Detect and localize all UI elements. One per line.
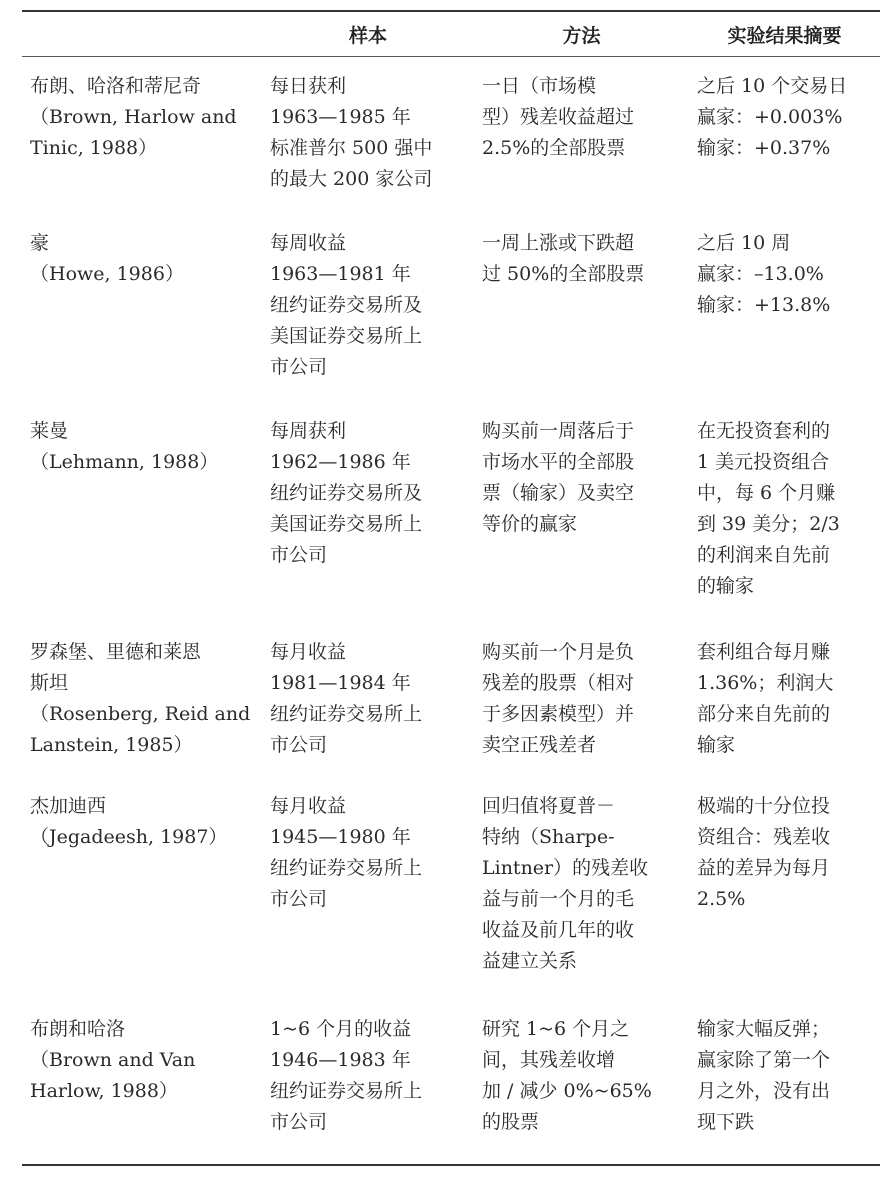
cell-line: 的最大 200 家公司 bbox=[270, 168, 433, 190]
cell-line: 到 39 美分；2/3 bbox=[697, 513, 840, 535]
research-summary-table bbox=[22, 10, 880, 1166]
cell-line: 一周上涨或下跌超 bbox=[482, 232, 635, 254]
cell-line: 2.5% bbox=[697, 888, 746, 910]
cell-line: Tinic, 1988） bbox=[30, 137, 158, 159]
cell-line: 中，每 6 个月赚 bbox=[697, 482, 836, 504]
cell-line: 罗森堡、里德和莱恩 bbox=[30, 641, 202, 663]
cell-line: Lanstein, 1985） bbox=[30, 734, 193, 756]
cell-line: 于多因素模型）并 bbox=[482, 703, 635, 725]
cell-sample bbox=[262, 637, 474, 791]
cell-line: 市公司 bbox=[270, 888, 328, 910]
cell-line: 极端的十分位投 bbox=[697, 795, 831, 817]
table-row bbox=[22, 228, 880, 416]
cell-line: （Lehmann, 1988） bbox=[30, 451, 219, 473]
cell-line: 收益及前几年的收 bbox=[482, 919, 635, 941]
cell-line: 每月收益 bbox=[270, 641, 347, 663]
cell-method bbox=[474, 1014, 689, 1165]
cell-line: 美国证券交易所上 bbox=[270, 513, 423, 535]
cell-line: 输家：+13.8% bbox=[697, 294, 831, 316]
cell-study bbox=[22, 416, 262, 637]
cell-sample bbox=[262, 1014, 474, 1165]
cell-line: 1962—1986 年 bbox=[270, 451, 411, 473]
cell-sample bbox=[262, 228, 474, 416]
cell-line: 市公司 bbox=[270, 356, 328, 378]
cell-line: 赢家：+0.003% bbox=[697, 106, 843, 128]
cell-line: 特纳（Sharpe- bbox=[482, 826, 615, 848]
cell-line: 加 / 减少 0%~65% bbox=[482, 1080, 652, 1102]
cell-line: 市场水平的全部股 bbox=[482, 451, 635, 473]
header-study bbox=[22, 11, 262, 57]
cell-line: 赢家除了第一个 bbox=[697, 1049, 831, 1071]
table-header-row bbox=[22, 11, 880, 57]
header-method: 方法 bbox=[474, 11, 689, 57]
cell-line: 豪 bbox=[30, 232, 50, 254]
cell-line: （Jegadeesh, 1987） bbox=[30, 826, 228, 848]
cell-line: 在无投资套利的 bbox=[697, 420, 831, 442]
cell-line: 益与前一个月的毛 bbox=[482, 888, 635, 910]
cell-method bbox=[474, 637, 689, 791]
cell-line: 布朗、哈洛和蒂尼奇 bbox=[30, 75, 202, 97]
cell-line: 2.5%的全部股票 bbox=[482, 137, 626, 159]
header-sample: 样本 bbox=[262, 11, 474, 57]
cell-line: 一日（市场模 bbox=[482, 75, 597, 97]
cell-line: 斯坦 bbox=[30, 672, 69, 694]
cell-study bbox=[22, 1014, 262, 1165]
cell-line: 1 美元投资组合 bbox=[697, 451, 830, 473]
cell-line: Harlow, 1988） bbox=[30, 1080, 178, 1102]
cell-line: 莱曼 bbox=[30, 420, 69, 442]
research-summary-table-container bbox=[22, 10, 880, 1166]
cell-method bbox=[474, 57, 689, 229]
cell-line: 资组合：残差收 bbox=[697, 826, 831, 848]
cell-line: 纽约证券交易所及 bbox=[270, 294, 423, 316]
cell-line: 益的差异为每月 bbox=[697, 857, 831, 879]
cell-line: 卖空正残差者 bbox=[482, 734, 597, 756]
cell-line: 美国证券交易所上 bbox=[270, 325, 423, 347]
cell-line: 等价的赢家 bbox=[482, 513, 578, 535]
table-row bbox=[22, 637, 880, 791]
cell-study bbox=[22, 791, 262, 1014]
cell-line: 的股票 bbox=[482, 1111, 540, 1133]
cell-line: 过 50%的全部股票 bbox=[482, 263, 645, 285]
table-row bbox=[22, 791, 880, 1014]
cell-method bbox=[474, 791, 689, 1014]
table-body bbox=[22, 57, 880, 1166]
cell-result bbox=[689, 791, 880, 1014]
cell-line: （Rosenberg, Reid and bbox=[30, 703, 251, 725]
cell-study bbox=[22, 228, 262, 416]
cell-line: 1946—1983 年 bbox=[270, 1049, 411, 1071]
cell-line: （Howe, 1986） bbox=[30, 263, 184, 285]
cell-line: 之后 10 个交易日 bbox=[697, 75, 848, 97]
cell-line: 布朗和哈洛 bbox=[30, 1018, 126, 1040]
cell-line: 残差的股票（相对 bbox=[482, 672, 635, 694]
cell-line: 1945—1980 年 bbox=[270, 826, 411, 848]
cell-line: 输家：+0.37% bbox=[697, 137, 831, 159]
cell-line: 纽约证券交易所上 bbox=[270, 1080, 423, 1102]
cell-sample bbox=[262, 791, 474, 1014]
cell-line: 市公司 bbox=[270, 544, 328, 566]
cell-result bbox=[689, 228, 880, 416]
cell-line: 每月收益 bbox=[270, 795, 347, 817]
cell-line: 的输家 bbox=[697, 575, 755, 597]
cell-line: 购买前一周落后于 bbox=[482, 420, 635, 442]
cell-line: 间，其残差收增 bbox=[482, 1049, 616, 1071]
cell-line: 输家 bbox=[697, 734, 736, 756]
cell-line: 每周获利 bbox=[270, 420, 347, 442]
cell-line: 套利组合每月赚 bbox=[697, 641, 831, 663]
cell-line: 赢家：–13.0% bbox=[697, 263, 824, 285]
cell-sample bbox=[262, 416, 474, 637]
cell-line: 1963—1985 年 bbox=[270, 106, 411, 128]
cell-line: 纽约证券交易所上 bbox=[270, 857, 423, 879]
cell-line: 市公司 bbox=[270, 1111, 328, 1133]
cell-line: 杰加迪西 bbox=[30, 795, 107, 817]
cell-line: 1963—1981 年 bbox=[270, 263, 411, 285]
cell-result bbox=[689, 416, 880, 637]
cell-method bbox=[474, 228, 689, 416]
cell-study bbox=[22, 57, 262, 229]
cell-line: 的利润来自先前 bbox=[697, 544, 831, 566]
cell-line: Lintner）的残差收 bbox=[482, 857, 649, 879]
cell-line: （Brown, Harlow and bbox=[30, 106, 237, 128]
cell-line: 回归值将夏普－ bbox=[482, 795, 616, 817]
cell-line: 市公司 bbox=[270, 734, 328, 756]
cell-result bbox=[689, 637, 880, 791]
cell-line: 现下跌 bbox=[697, 1111, 755, 1133]
table-row bbox=[22, 57, 880, 229]
cell-line: 部分来自先前的 bbox=[697, 703, 831, 725]
cell-result bbox=[689, 57, 880, 229]
header-result: 实验结果摘要 bbox=[689, 11, 880, 57]
cell-line: 益建立关系 bbox=[482, 950, 578, 972]
cell-line: 纽约证券交易所上 bbox=[270, 703, 423, 725]
cell-study bbox=[22, 637, 262, 791]
cell-line: 纽约证券交易所及 bbox=[270, 482, 423, 504]
cell-line: 1.36%；利润大 bbox=[697, 672, 834, 694]
cell-line: 1981—1984 年 bbox=[270, 672, 411, 694]
cell-line: 输家大幅反弹； bbox=[697, 1018, 831, 1040]
cell-line: 票（输家）及卖空 bbox=[482, 482, 635, 504]
cell-line: 型）残差收益超过 bbox=[482, 106, 635, 128]
table-row bbox=[22, 416, 880, 637]
cell-line: 每日获利 bbox=[270, 75, 347, 97]
cell-line: 1~6 个月的收益 bbox=[270, 1018, 412, 1040]
cell-line: 月之外，没有出 bbox=[697, 1080, 831, 1102]
cell-line: 研究 1~6 个月之 bbox=[482, 1018, 630, 1040]
cell-line: 每周收益 bbox=[270, 232, 347, 254]
cell-result bbox=[689, 1014, 880, 1165]
cell-sample bbox=[262, 57, 474, 229]
cell-line: 之后 10 周 bbox=[697, 232, 791, 254]
cell-line: （Brown and Van bbox=[30, 1049, 196, 1071]
cell-method bbox=[474, 416, 689, 637]
cell-line: 标准普尔 500 强中 bbox=[270, 137, 433, 159]
table-row bbox=[22, 1014, 880, 1165]
cell-line: 购买前一个月是负 bbox=[482, 641, 635, 663]
